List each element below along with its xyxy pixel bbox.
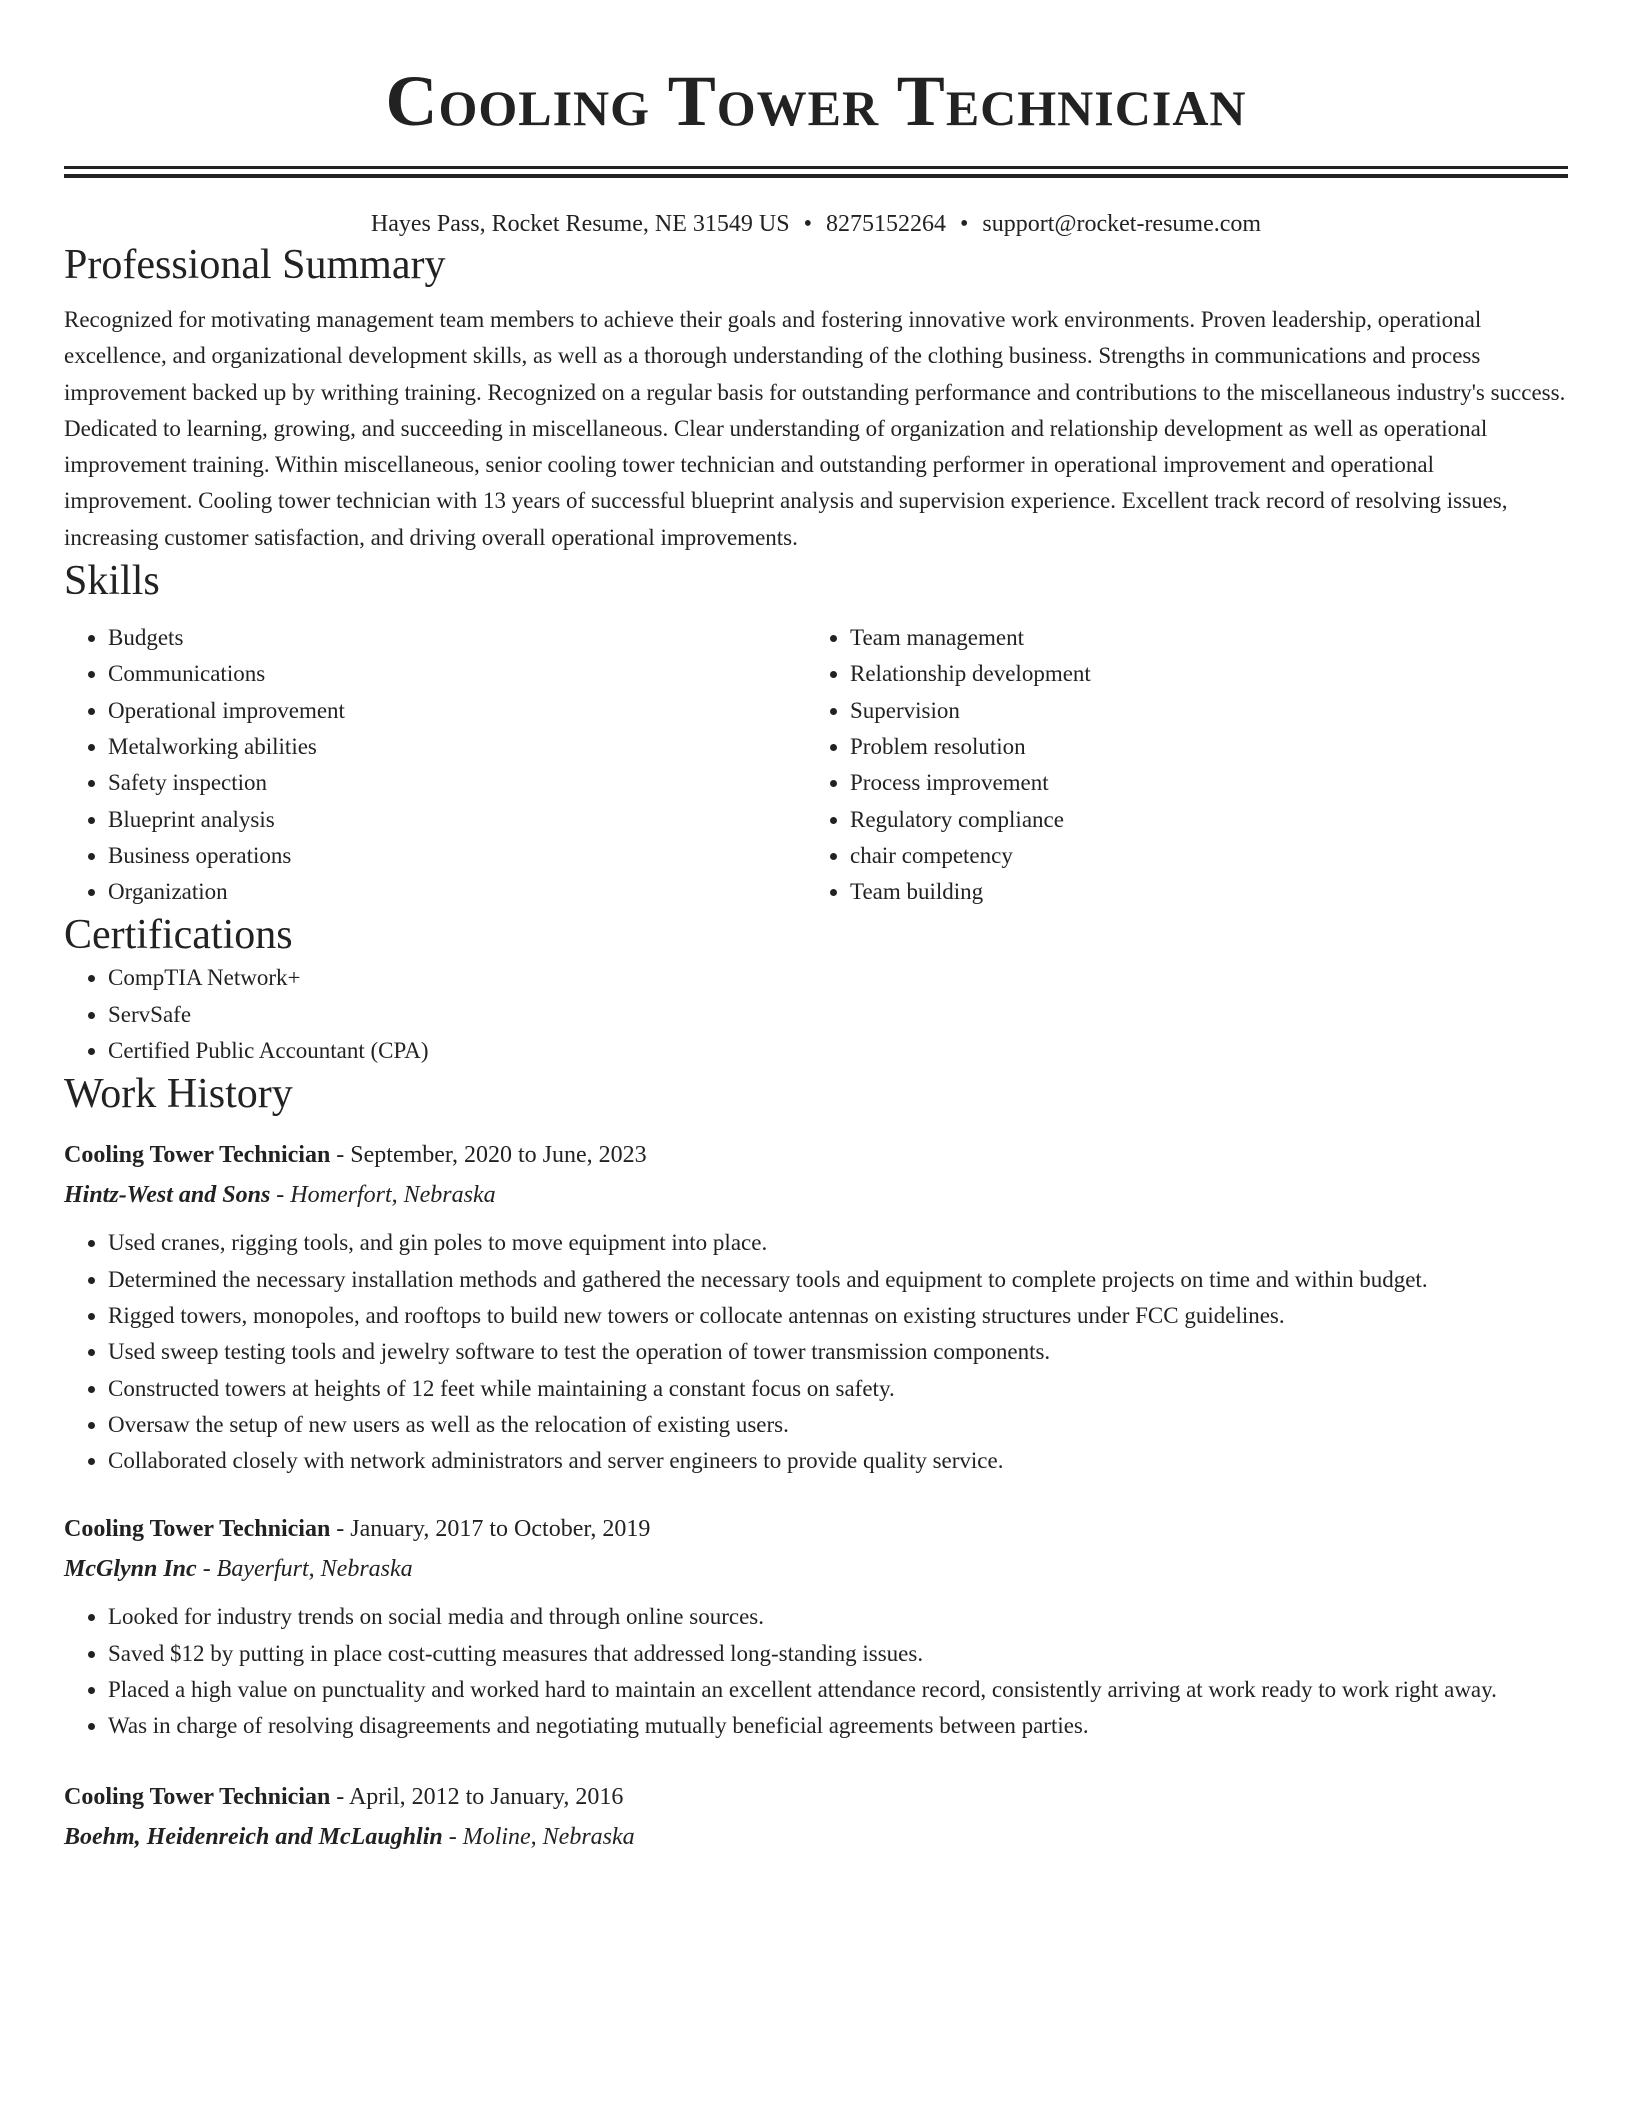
job-title-line — [64, 1777, 1568, 1817]
job-duty-item: • Rigged towers, monopoles, and rooftops to build new towers or collocate antennas on existing structures under FCC guidelines. — [108, 1298, 1568, 1334]
skill-item: • Blueprint analysis — [108, 802, 806, 838]
header-divider-thin — [64, 174, 1568, 178]
job-dates: - September, 2020 to June, 2023 — [330, 1142, 647, 1169]
job-entry — [64, 1777, 1568, 1857]
skill-item: • Metalworking abilities — [108, 729, 806, 765]
job-role: Cooling Tower Technician — [64, 1783, 331, 1810]
contact-phone: 8275152264 — [825, 211, 946, 237]
job-duty-item: • Used sweep testing tools and jewelry software to test the operation of tower transmission components. — [108, 1334, 1568, 1370]
job-duty-item: • Looked for industry trends on social media and through online sources. — [108, 1599, 1568, 1635]
job-title-line — [64, 1135, 1568, 1175]
contact-separator: • — [803, 211, 812, 237]
skill-item: • Safety inspection — [108, 765, 806, 801]
contact-email: support@rocket-resume.com — [982, 211, 1262, 237]
certification-item: • ServSafe — [108, 997, 1568, 1033]
skill-item: • Problem resolution — [850, 729, 1548, 765]
job-company: Boehm, Heidenreich and McLaughlin — [64, 1823, 443, 1850]
skill-item: • Operational improvement — [108, 693, 806, 729]
certifications-list — [64, 960, 1568, 1069]
skills-list-left — [64, 620, 806, 910]
job-entry — [64, 1135, 1568, 1479]
skill-item: • Supervision — [850, 693, 1548, 729]
job-duty-item: • Constructed towers at heights of 12 feet while maintaining a constant focus on safety. — [108, 1371, 1568, 1407]
certification-item: • Certified Public Accountant (CPA) — [108, 1033, 1568, 1069]
job-company-line — [64, 1817, 1568, 1857]
job-duty-item: • Determined the necessary installation methods and gathered the necessary tools and equipment to complete projects on time and within budget. — [108, 1262, 1568, 1298]
job-duty-item: • Saved $12 by putting in place cost-cutting measures that addressed long-standing issues. — [108, 1636, 1568, 1672]
job-company-line — [64, 1549, 1568, 1589]
job-title-line — [64, 1509, 1568, 1549]
skills-section-title: Skills — [64, 558, 160, 605]
job-duty-item: • Oversaw the setup of new users as well as the relocation of existing users. — [108, 1407, 1568, 1443]
job-duties-list — [64, 1225, 1568, 1479]
skill-item: • Process improvement — [850, 765, 1548, 801]
certification-item: • CompTIA Network+ — [108, 960, 1568, 996]
job-dates: - April, 2012 to January, 2016 — [330, 1783, 624, 1810]
skill-item: • Team building — [850, 874, 1548, 910]
resume-page — [64, 0, 1568, 1857]
job-entry — [64, 1509, 1568, 1744]
skill-item: • Business operations — [108, 838, 806, 874]
summary-section-title: Professional Summary — [64, 242, 446, 288]
contact-address: Hayes Pass, Rocket Resume, NE 31549 US — [370, 211, 790, 237]
skills-column-right — [806, 620, 1548, 910]
skill-item: • Communications — [108, 656, 806, 692]
job-duties-list — [64, 1599, 1568, 1744]
resume-name-heading: Cooling Tower Technician — [385, 61, 1247, 141]
job-location: - Homerfort, Nebraska — [270, 1182, 496, 1209]
skill-item: • Regulatory compliance — [850, 802, 1548, 838]
skill-item: • Relationship development — [850, 656, 1548, 692]
job-duty-item: • Collaborated closely with network administrators and server engineers to provide quality service. — [108, 1443, 1568, 1479]
job-company-line — [64, 1175, 1568, 1215]
summary-text: Recognized for motivating management team members to achieve their goals and fostering innovative work environments. Proven leadership, operational excellence, and organizational development skills, as well as a thorough understanding of the clothing business. Strengths in communications and process improvement backed up by writhing training. Recognized on a regular basis for outstanding performance and contributions to the miscellaneous industry's success. Dedicated to learning, growing, and succeeding in miscellaneous. Clear understanding of organization and relationship development as well as operational improvement training. Within miscellaneous, senior cooling tower technician and outstanding performer in operational improvement and operational improvement. Cooling tower technician with 13 years of successful blueprint analysis and supervision experience. Excellent track record of resolving issues, increasing customer satisfaction, and driving overall operational improvements. — [64, 307, 1566, 550]
skills-list-right — [806, 620, 1548, 910]
header-divider-thick — [64, 166, 1568, 169]
skill-item: • Team management — [850, 620, 1548, 656]
skill-item: • chair competency — [850, 838, 1548, 874]
work-history-section-title: Work History — [64, 1071, 293, 1118]
job-dates: - January, 2017 to October, 2019 — [330, 1516, 651, 1543]
skills-columns — [64, 620, 1568, 910]
contact-line — [64, 208, 1568, 240]
job-duty-item: • Placed a high value on punctuality and worked hard to maintain an excellent attendance record, consistently arriving at work ready to work right away. — [108, 1672, 1568, 1708]
job-duty-item: • Was in charge of resolving disagreements and negotiating mutually beneficial agreements between parties. — [108, 1708, 1568, 1744]
contact-separator: • — [959, 211, 969, 237]
skill-item: • Budgets — [108, 620, 806, 656]
job-duty-item: • Used cranes, rigging tools, and gin poles to move equipment into place. — [108, 1225, 1568, 1261]
job-location: - Bayerfurt, Nebraska — [196, 1556, 413, 1583]
job-role: Cooling Tower Technician — [64, 1142, 331, 1169]
job-location: - Moline, Nebraska — [442, 1823, 635, 1850]
skills-column-left — [64, 620, 806, 910]
skill-item: • Organization — [108, 874, 806, 910]
job-company: Hintz-West and Sons — [64, 1182, 271, 1209]
certifications-section-title: Certifications — [64, 912, 293, 959]
job-company: McGlynn Inc — [64, 1556, 197, 1583]
job-role: Cooling Tower Technician — [64, 1516, 331, 1543]
